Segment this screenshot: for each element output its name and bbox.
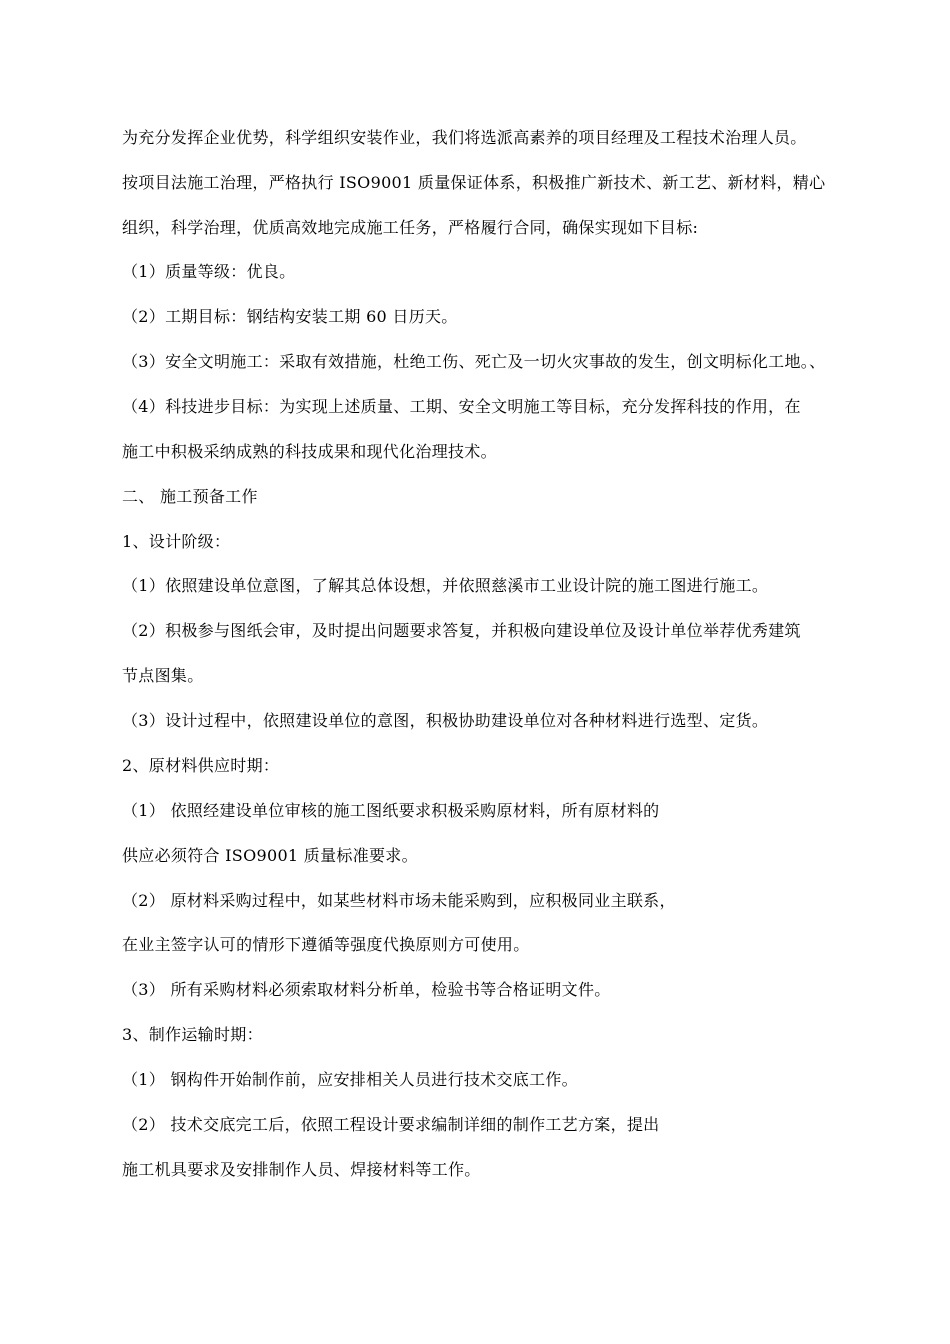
list-item: （3） 所有采购材料必须索取材料分析单，检验书等合格证明文件。	[122, 980, 611, 999]
subsection-heading: 2、原材料供应时期：	[122, 756, 280, 775]
paragraph-line: 施工中积极采纳成熟的科技成果和现代化治理技术。	[122, 442, 497, 461]
paragraph-line: 为充分发挥企业优势，科学组织安装作业，我们将选派高素养的项目经理及工程技术治理人员。	[122, 128, 807, 147]
list-item: （1）依照建设单位意图，了解其总体设想，并依照慈溪市工业设计院的施工图进行施工。	[122, 576, 769, 595]
paragraph-line: 组织，科学治理，优质高效地完成施工任务，严格履行合同，确保实现如下目标:	[122, 218, 699, 237]
list-item: （2） 技术交底完工后，依照工程设计要求编制详细的制作工艺方案，提出	[122, 1115, 660, 1134]
paragraph-line: 在业主签字认可的情形下遵循等强度代换原则方可使用。	[122, 935, 530, 954]
subsection-heading: 1、设计阶级：	[122, 532, 231, 551]
list-item: （4）科技进步目标：为实现上述质量、工期、安全文明施工等目标，充分发挥科技的作用，在	[122, 397, 801, 416]
subsection-heading: 3、制作运输时期：	[122, 1025, 263, 1044]
list-item: （3）设计过程中，依照建设单位的意图，积极协助建设单位对各种材料进行选型、定货。	[122, 711, 769, 730]
list-item: （2）积极参与图纸会审，及时提出问题要求答复，并积极向建设单位及设计单位举荐优秀建筑	[122, 621, 801, 640]
list-item: （1） 依照经建设单位审核的施工图纸要求积极采购原材料，所有原材料的	[122, 801, 660, 820]
list-item: （2）工期目标：钢结构安装工期 60 日历天。	[122, 307, 458, 326]
list-item: （1） 钢构件开始制作前，应安排相关人员进行技术交底工作。	[122, 1070, 578, 1089]
paragraph-line: 施工机具要求及安排制作人员、焊接材料等工作。	[122, 1160, 481, 1179]
list-item: （3）安全文明施工：采取有效措施，杜绝工伤、死亡及一切火灾事故的发生，创文明标化工地。、	[122, 352, 826, 371]
paragraph-line: 按项目法施工治理，严格执行 ISO9001 质量保证体系，积极推广新技术、新工艺、新材料，精心	[122, 173, 826, 192]
paragraph-line: 供应必须符合 ISO9001 质量标准要求。	[122, 846, 418, 865]
section-heading: 二、 施工预备工作	[122, 487, 258, 506]
paragraph-line: 节点图集。	[122, 666, 204, 685]
list-item: （1）质量等级：优良。	[122, 262, 296, 281]
list-item: （2） 原材料采购过程中，如某些材料市场未能采购到，应积极同业主联系，	[122, 891, 676, 910]
